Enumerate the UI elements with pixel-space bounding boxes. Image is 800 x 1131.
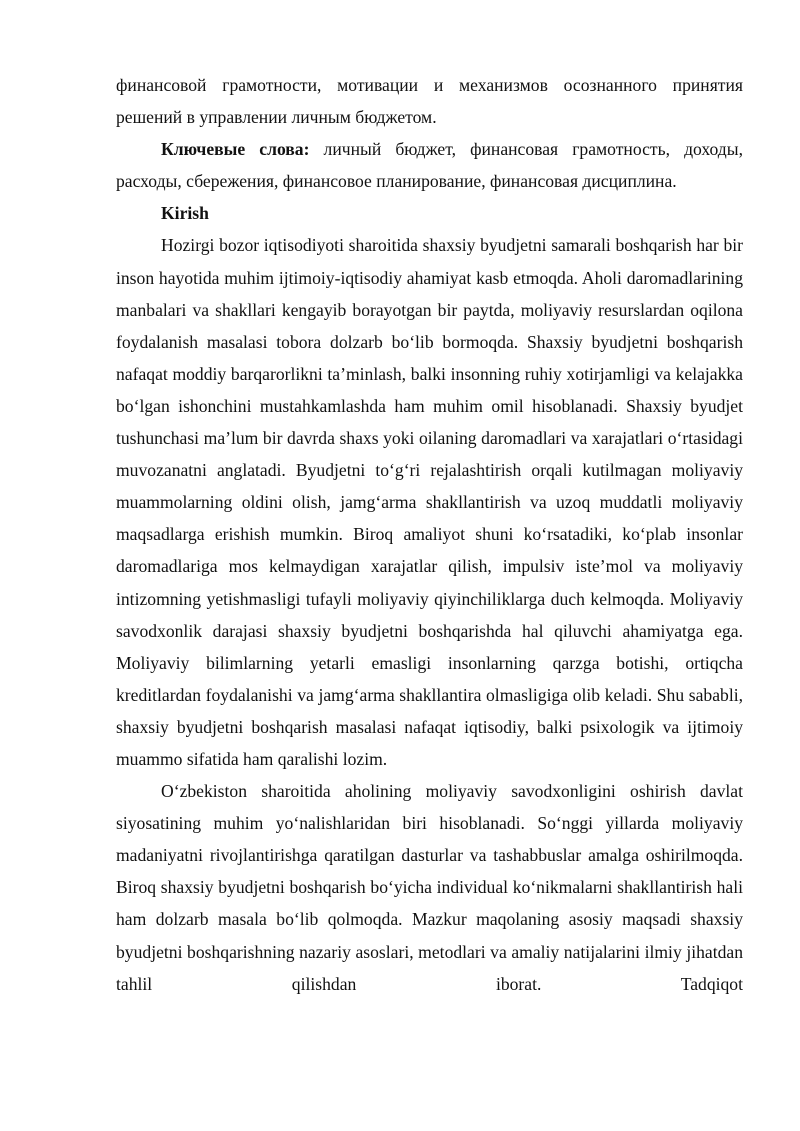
- section-heading: Kirish: [161, 203, 209, 224]
- abstract-continuation: финансовой грамотности, мотивации и механизмов осознанного принятия решений в управлении личным бюджетом.: [116, 75, 743, 128]
- body-paragraph-2: O‘zbekiston sharoitida aholining moliyaviy savodxonligini oshirish davlat siyosatining muhim yo‘nalishlaridan biri hisoblanadi. So‘nggi yillarda moliyaviy madaniyatni rivojlantirishga qaratilgan dasturlar va tashabbuslar amalga oshirilmoqda. Biroq shaxsiy byudjetni boshqarish bo‘yicha individual ko‘nikmalarni shakllantirish hali ham dolzarb masala bo‘lib qolmoqda. Mazkur maqolaning asosiy maqsadi shaxsiy byudjetni boshqarishning nazariy asoslari, metodlari va amaliy natijalarini ilmiy jihatdan tahlil qilishdan iborat. Tadqiqot: [116, 781, 743, 994]
- keywords-text: личный бюджет, финансовая грамотность, доходы, расходы, сбережения, финансовое планирование, финансовая дисциплина.: [116, 139, 743, 192]
- keywords-label: Ключевые слова:: [161, 139, 310, 160]
- keywords-paragraph: [116, 133, 743, 197]
- body-paragraph-1: Hozirgi bozor iqtisodiyoti sharoitida shaxsiy byudjetni samarali boshqarish har bir inson hayotida muhim ijtimoiy-iqtisodiy ahamiyat kasb etmoqda. Aholi daromadlarining manbalari va shakllari kengayib borayotgan bir paytda, moliyaviy resurslardan oqilona foydalanish masalasi tobora dolzarb bo‘lib bormoqda. Shaxsiy byudjetni boshqarish nafaqat moddiy barqarorlikni ta’minlash, balki insonning ruhiy xotirjamligi va kelajakka bo‘lgan ishonchini mustahkamlashda ham muhim omil hisoblanadi. Shaxsiy byudjet tushunchasi ma’lum bir davrda shaxs yoki oilaning daromadlari va xarajatlari o‘rtasidagi muvozanatni anglatadi. Byudjetni to‘g‘ri rejalashtirish orqali kutilmagan moliyaviy muammolarning oldini olish, jamg‘arma shakllantirish va uzoq muddatli moliyaviy maqsadlarga erishish mumkin. Biroq amaliyot shuni ko‘rsatadiki, ko‘plab insonlar daromadlariga mos kelmaydigan xarajatlar qilish, impulsiv iste’mol va moliyaviy intizomning yetishmasligi tufayli moliyaviy qiyinchiliklarga duch kelmoqda. Moliyaviy savodxonlik darajasi shaxsiy byudjetni boshqarishda hal qiluvchi ahamiyatga ega. Moliyaviy bilimlarning yetarli emasligi insonlarning qarzga botishi, ortiqcha kreditlardan foydalanishi va jamg‘arma shakllantira olmasligiga olib keladi. Shu sababli, shaxsiy byudjetni boshqarish masalasi nafaqat iqtisodiy, balki psixologik va ijtimoiy muammo sifatida ham qaralishi lozim.: [116, 235, 743, 769]
